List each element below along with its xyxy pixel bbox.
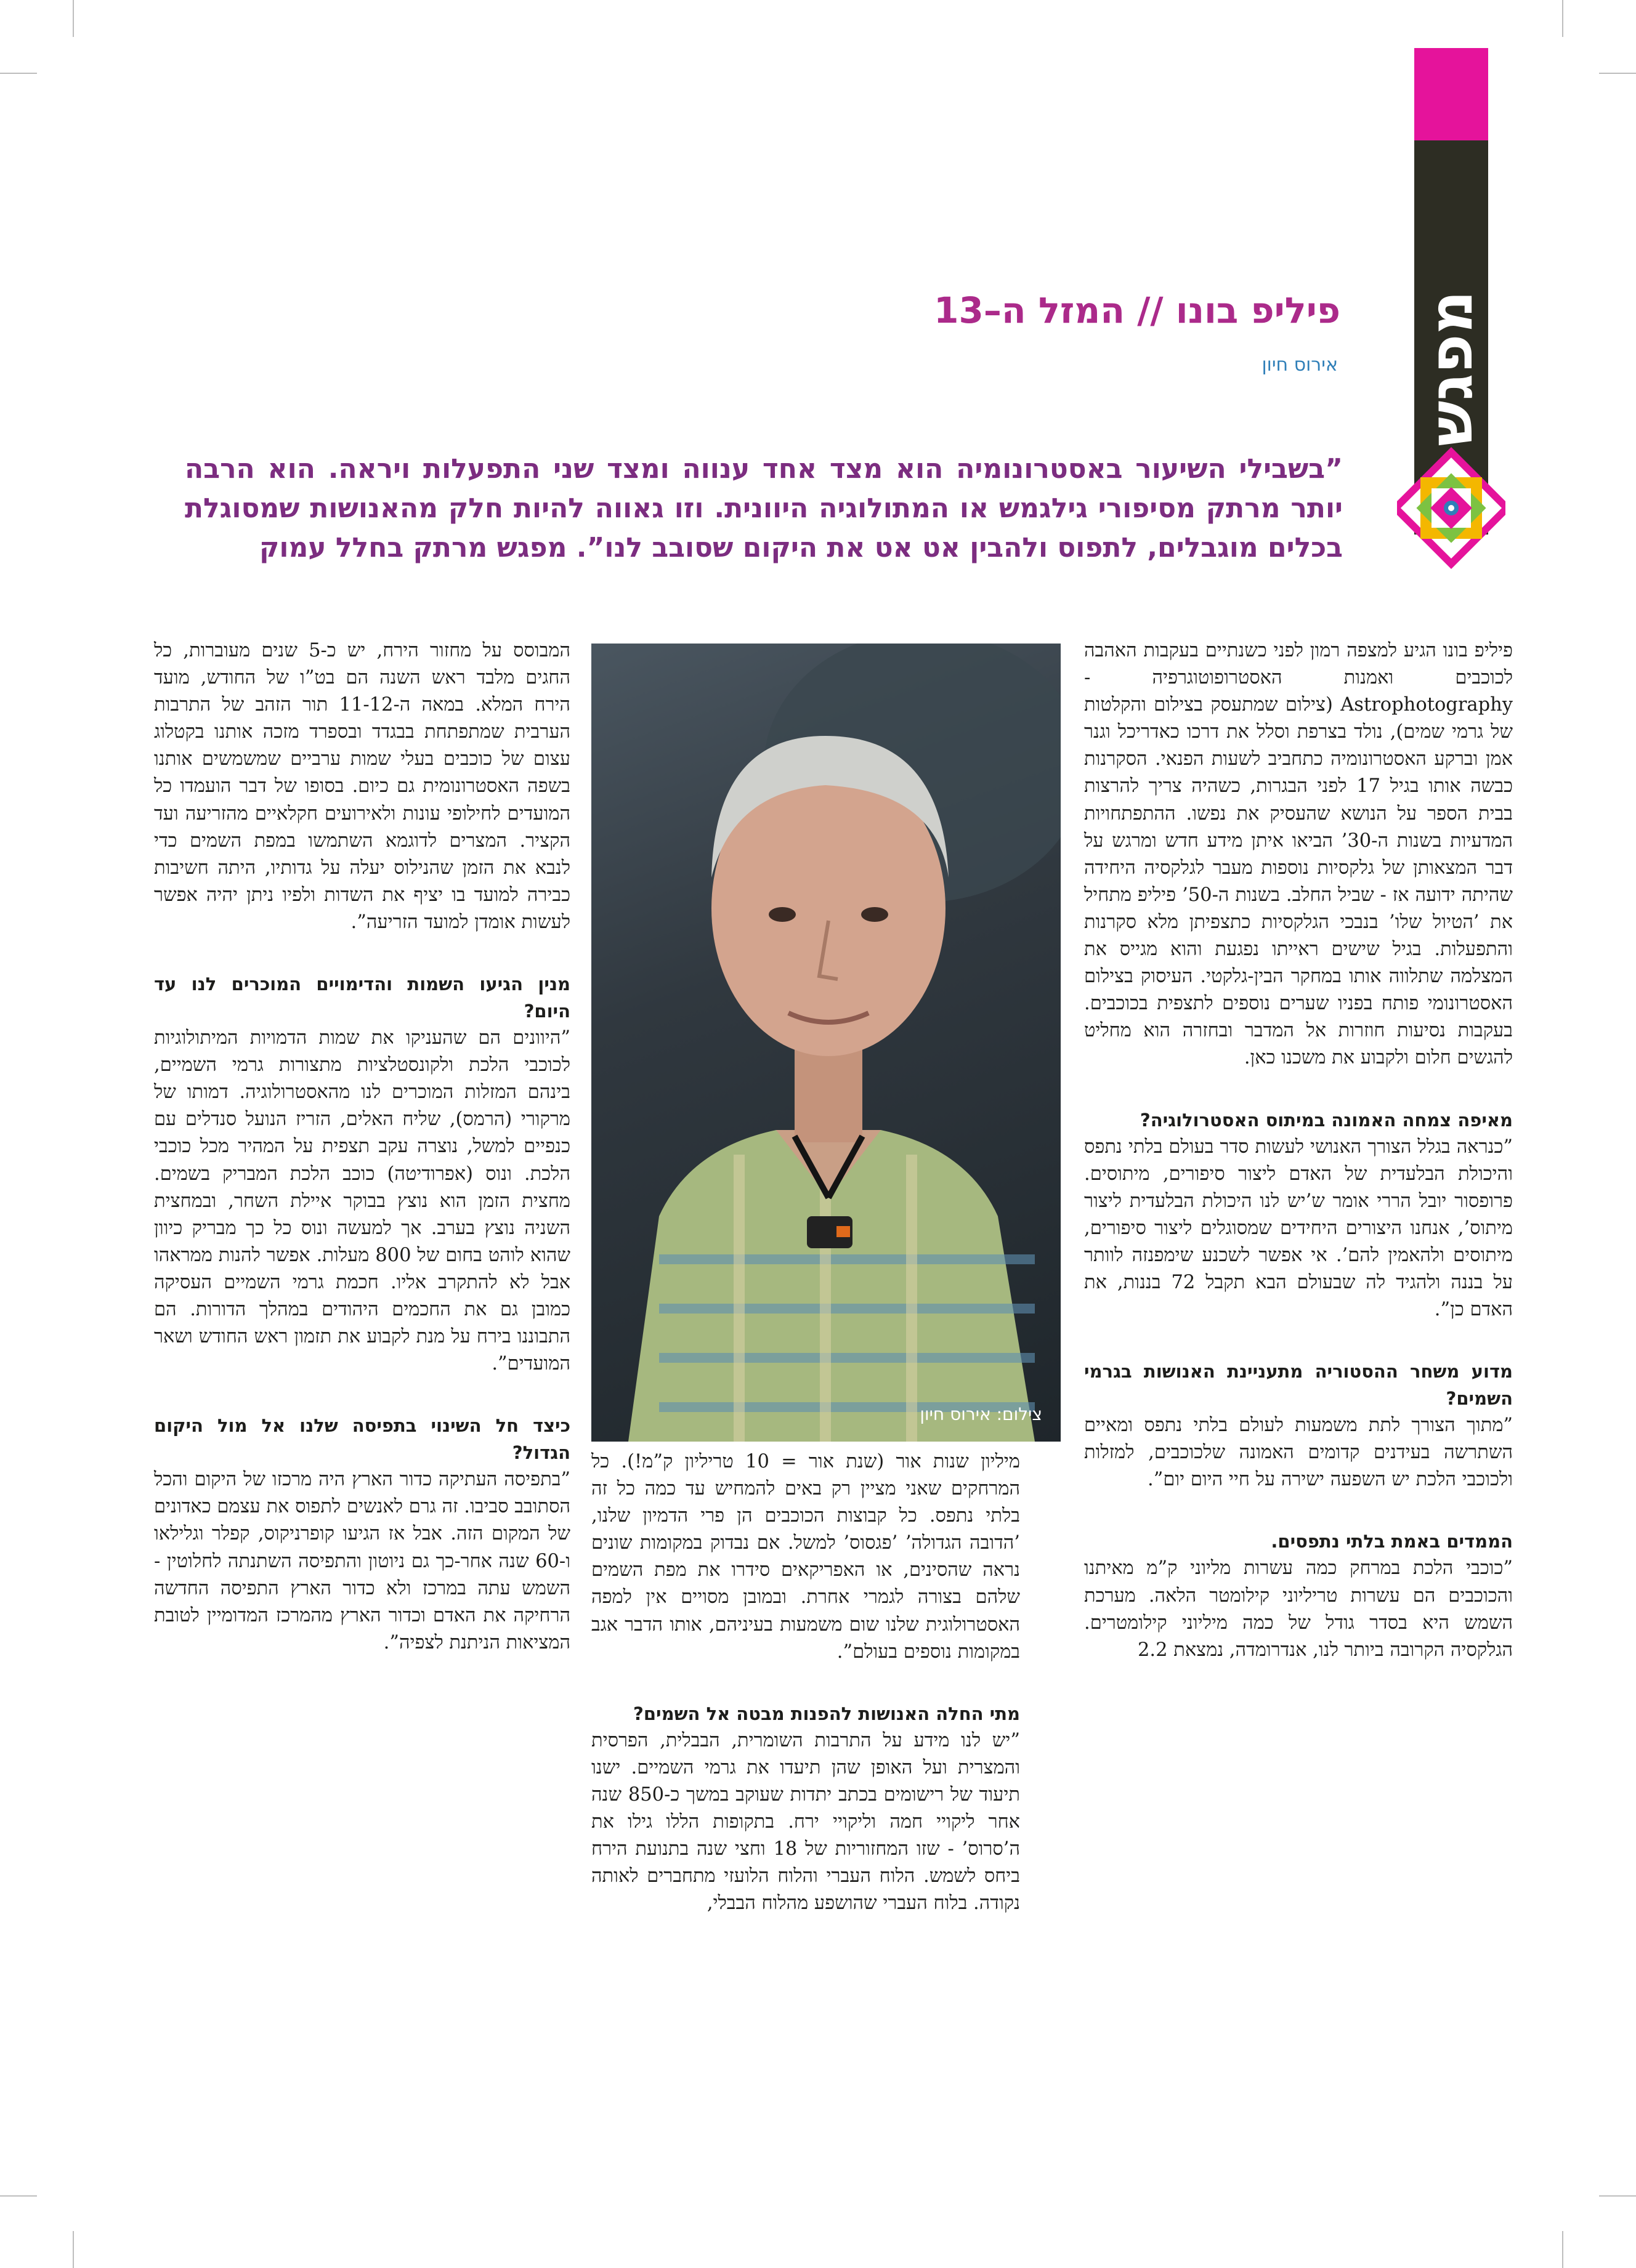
article-title: פיליפ בונו // המזל ה–13 <box>934 289 1340 331</box>
section-heading: כיצד חל השינוי בתפיסה שלנו אל מול היקום הגדול? <box>154 1415 570 1464</box>
section-heading: מתי החלה האנושות להפנות מבטה אל השמים? <box>633 1703 1020 1724</box>
portrait-illustration <box>591 644 1061 1442</box>
section-heading: מנין הגיעו השמות והדימויים המוכרים לנו עד היום? <box>154 974 570 1022</box>
portrait-photo <box>591 644 1061 1442</box>
body-paragraph: המבוסס על מחזור הירח, יש כ-5 שנים מעוברות, כל החגים מלבד ראש השנה הם בט”ו של החודש, מועד הירח המלא. במאה ה-11-12 תור הזהב של התרבות הערבית שמתפתחת בבגדד ובספרד מזכה אותנו בקטלוג עצום של כוכבים בעלי שמות ערביים שמשמשים אותנו בשפה האסטרונומית גם כיום. בסופו של דבר הועמדו כל המועדים לחילופי עונות ולאירועים חקלאיים מהזריעה ועד הקציר. המצרים לדוגמא השתמשו במפת השמים כדי לנבא את הזמן שהנילוס יעלה על גדותיו, היתה חשיבות כבירה למועד בו יציף את השדות ולפיו ניתן יהיה אפשר לעשות אומדן למועד הזריעה”. <box>154 640 570 933</box>
star-ornament-icon <box>1397 443 1505 573</box>
section-heading: מדוע משחר ההסטוריה מתעניינת האנושות בגרמי השמים? <box>1084 1361 1513 1410</box>
section-heading: מאיפה צמחה האמונה במיתוס האסטרולוגיה? <box>1140 1109 1513 1131</box>
crop-mark <box>73 0 74 37</box>
body-paragraph: ”היוונים הם שהעניקו את שמות הדמויות המיתולוגיות לכוכבי הלכת ולקונסטלציות מתצורות גרמי השמיים, בינהם המזלות המוכרים לנו מהאסטרולוגיה. דמותו של מרקורי (הרמס), שליח האלים, הזריז הנועל סנדלים עם כנפיים למשל, נוצרה עקב תצפית על המהיר מכל כוכבי הלכת. ונוס (אפרודיטה) כוכב הלכת המבריק בשמים. מחצית הזמן הוא נוצץ בבוקר איילת השחר, ובמחצית השניה נוצץ בערב. אך למעשה ונוס כל כך מבריק כיוון שהוא לוהט בחום של 800 מעלות. אפשר להנות ממראהו אבל לא להתקרב אליו. חכמת גרמי השמיים העסיקה כמובן גם את החכמים היהודים במהלך הדורות. הם התבוננו בירח על מנת לקבוע את תזמון ראש החודש ושאר המועדים”. <box>154 1027 570 1375</box>
section-heading: הממדים באמת בלתי נתפסים. <box>1271 1531 1513 1552</box>
article-column-right <box>1084 637 1513 1664</box>
crop-mark <box>1562 0 1563 37</box>
crop-mark <box>0 73 37 74</box>
article-column-middle <box>591 1448 1020 1917</box>
article-author: אירוס חיון <box>1261 354 1338 376</box>
crop-mark <box>0 2195 37 2197</box>
crop-mark <box>1599 2195 1636 2197</box>
body-paragraph: ”כנראה בגלל הצורך האנושי לעשות סדר בעולם בלתי נתפס והיכולת הבלעדית של האדם ליצור סיפורים, מיתוסים. פרופסור יובל הררי אומר ש’יש לנו היכולת הבלעדית ליצור מיתוס’, אנחנו היצורים היחידים שמסוגלים ליצור סיפורים, מיתוסים ולהאמין להם’. אי אפשר לשכנע שימפנזה לוותר על בננה ולהגיד לה שבעולם הבא תקבל 72 בננות, את האדם כן”. <box>1084 1136 1513 1321</box>
section-tab-accent <box>1414 48 1488 140</box>
body-paragraph: פיליפ בונו הגיע למצפה רמון לפני כשנתיים בעקבות האהבה לכוכבים ואמנות האסטרופוטוגרפיה - Astrophotography (צילום שמתעסק בצילום והקלטות של גרמי שמים), נולד בצרפת וסלל את דרכו כאדריכל וגנר אמן וברקע האסטרונומיה כתחביב לשעות הפנאי. הסקרנות כבשה אותו בגיל 17 לפני הבגרות, כשהיה צריך להרצות בבית הספר על הנושא שהעסיק את נפשו. ההתפתחויות המדעיות בשנות ה-30’ הביאו איתן מידע חדש ומרגש על דבר המצאותן של גלקסיות נוספות מעבר לגלקסיה היחידה שהיתה ידועה אז - שביל החלב. בשנות ה-50’ פיליפ מתחיל את ’הטיול שלו’ בנבכי הגלקסיות כתצפיתן מלא סקרנות והתפעלות. בגיל שישים ראייתו נפגעת והוא מגייס את המצלמה שתלווה אותו במחקר הבין-גלקטי. העיסוק בצילום האסטרונומי פותח בפניו שערים נוספים לתצפית בכוכבים. בעקבות נסיעות חוזרות אל המדבר ובחזרה הוא מחליט להגשים חלום ולקבוע את משכנו כאן. <box>1084 640 1513 1069</box>
article-column-left <box>154 637 570 1657</box>
section-tab-label: מפגש <box>1416 290 1486 446</box>
article-lead: ”בשבילי השיעור באסטרונומיה הוא מצד אחד ענווה ומצד שני התפעלות ויראה. הוא הרבה יותר מרתק מסיפורי גילגמש או המתולוגיה היוונית. וזו גאווה להיות חלק מהאנושות שמסוגלת בכלים מוגבלים, לתפוס ולהבין אט אט את היקום שסובב לנו”. מפגש מרתק בחלל עמוק <box>185 453 1343 563</box>
body-paragraph: ”בתפיסה העתיקה כדור הארץ היה מרכזו של היקום והכל הסתובב סביבו. זה גרם לאנשים לתפוס את עצמם כאדונים של המקום הזה. אבל אז הגיעו קופרניקוס, קפלר וגלילאו ו-60 שנה אחר-כך גם ניוטון והתפיסה השתנתה לחלוטין - השמש עתה במרכז ולא כדור הארץ התפיסה החדשה הרחיקה את האדם וכדור הארץ מהמרכז המדומיין לטובת המציאות הניתנת לצפיה”. <box>154 1469 570 1653</box>
body-paragraph: ”יש לנו מידע על התרבות השומרית, הבבלית, הפרסית והמצרית ועל האופן שהן תיעדו את גרמי השמיים. ישנו תיעוד של רישומים בכתב יתדות שעוקב במשך כ-850 שנה אחר ליקויי חמה וליקויי ירח. בתקופות הללו גילו את ה’סרוס’ - שזו המחזוריות של 18 וחצי שנה בתנועת הירח ביחס לשמש. הלוח העברי והלוח הלועזי מתחברים לאותה נקודה. בלוח העברי שהושפע מהלוח הבבלי, <box>591 1729 1021 1915</box>
crop-mark <box>73 2231 74 2268</box>
crop-mark <box>1562 2231 1563 2268</box>
body-paragraph: מיליון שנות אור (שנת אור = 10 טריליון ק”מ!). כל המרחקים שאני מציין רק באים להמחיש עד כמה כל זה בלתי נתפס. כל קבוצות הכוכבים הן פרי הדמיון שלנו, ’הדובה הגדולה’ ’פגסוס’ למשל. אם נבדוק במקומות שונים נראה שהסינים, או האפריקאים סידרו את מפת השמים שלהם בצורה לגמרי אחרת. ובמובן מסויים אין למפה האסטרולוגית שלנו שום משמעות בעיניהם, אותו הדבר אגב במקומות נוספים בעולם”. <box>591 1451 1020 1663</box>
body-paragraph: ”כוכבי הלכת במרחק כמה עשרות מליוני ק”מ מאיתנו והכוכבים הם עשרות טריליוני קילומטר הלאה. מערכת השמש היא בסדר גודל של כמה מיליוני קילומטרים. הגלקסיה הקרובה ביותר לנו, אנדרומדה, נמצאת 2.2 <box>1084 1557 1513 1661</box>
crop-mark <box>1599 73 1636 74</box>
body-paragraph: ”מתוך הצורך לתת משמעות לעולם בלתי נתפס ומאיים השתרשה בעידנים קדומים האמונה שלכוכבים, למזלות ולכוכבי הלכת יש השפעה ישירה על חיי היום יום”. <box>1084 1414 1513 1491</box>
photo-caption: צילום: אירוס חיון <box>920 1404 1042 1424</box>
